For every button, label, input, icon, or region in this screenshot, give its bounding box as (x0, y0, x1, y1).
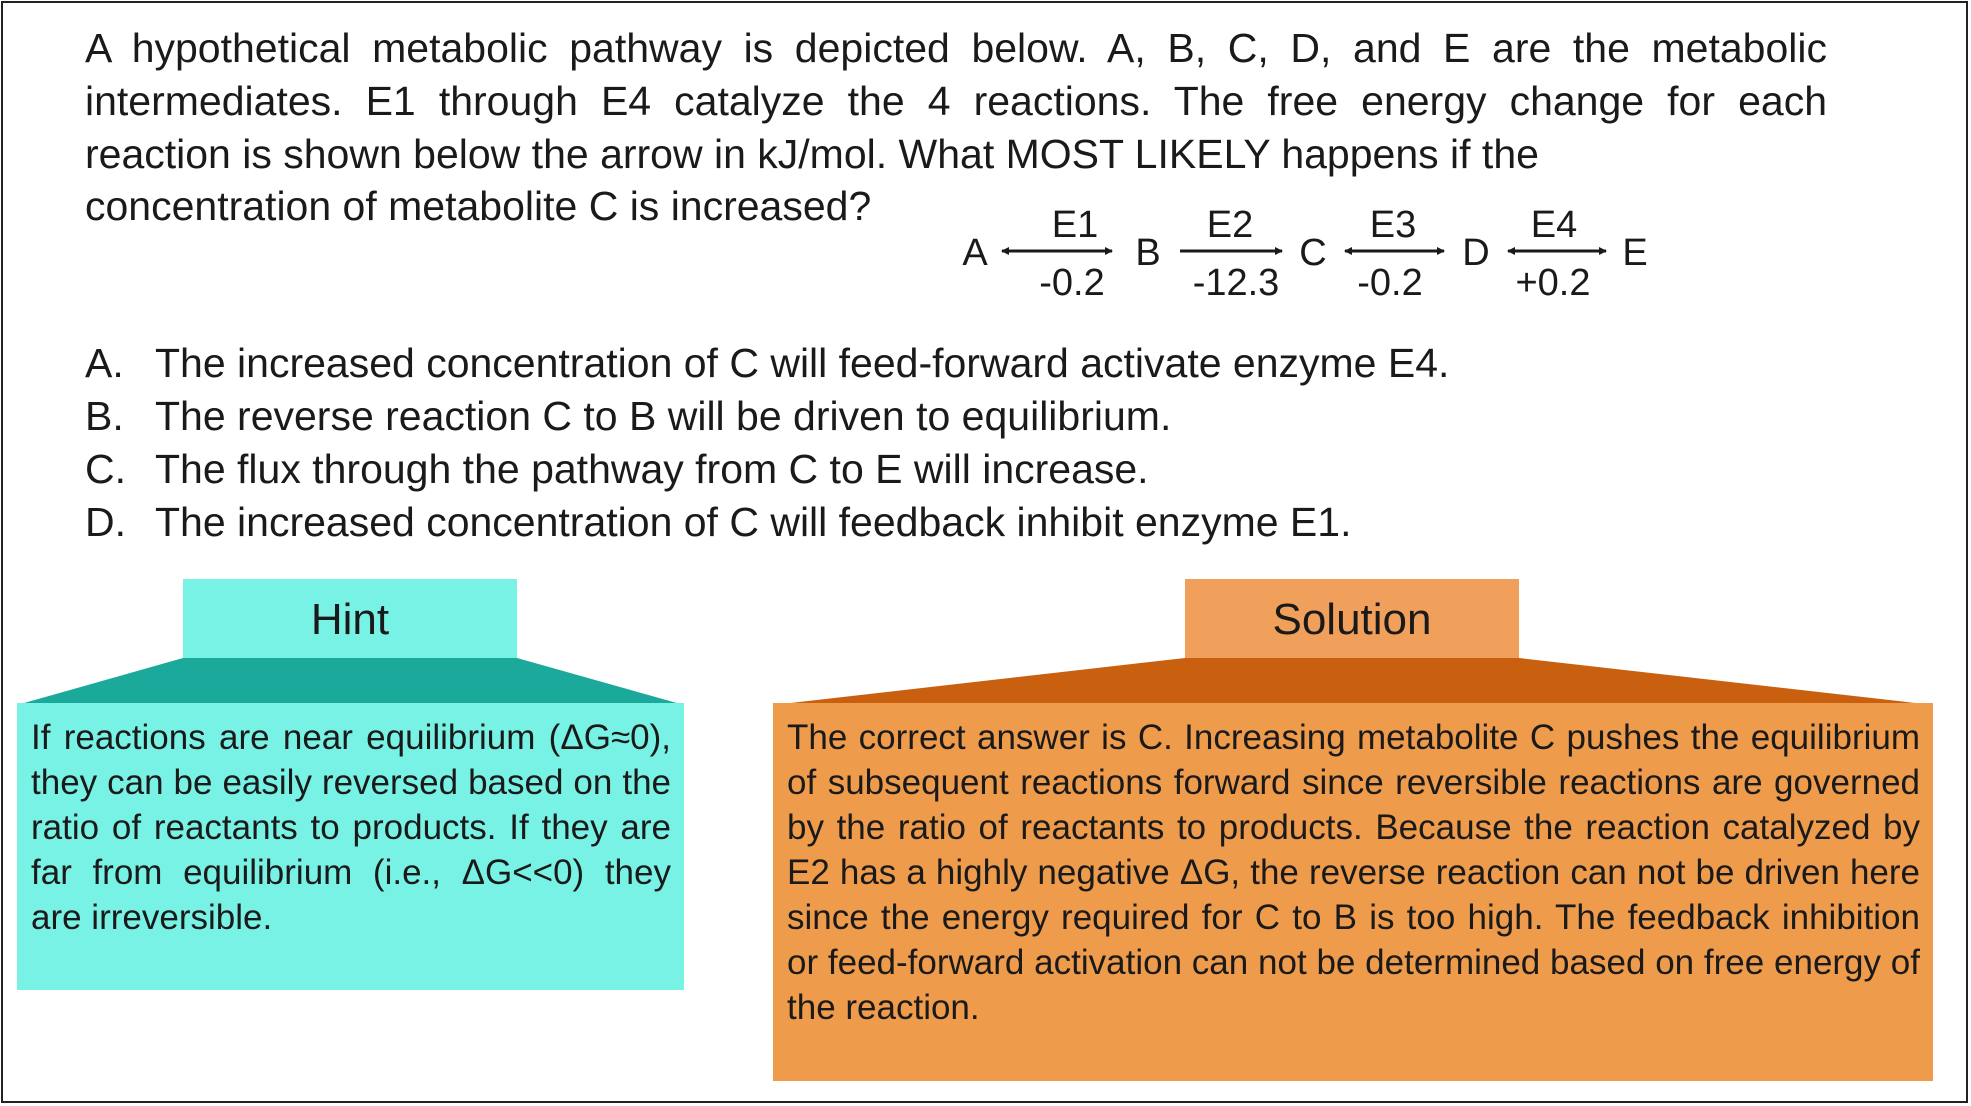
delta-g-e2: -12.3 (1192, 262, 1280, 304)
option-text: The reverse reaction C to B will be driven to equilibrium. (155, 393, 1172, 439)
enzyme-e1: E1 (1051, 204, 1099, 246)
hint-panel: If reactions are near equilibrium (ΔG≈0), they can be easily reversed based on the ratio of reactants to products. If they are far from equilibrium (i.e., ΔG<<0) they are irreversible. (17, 703, 684, 990)
option-letter: A. (85, 340, 124, 386)
delta-g-e1: -0.2 (1039, 262, 1105, 304)
delta-g-e4: +0.2 (1515, 262, 1591, 304)
solution-tab[interactable]: Solution (1185, 579, 1519, 660)
enzyme-e3: E3 (1369, 204, 1417, 246)
question-text: A hypothetical metabolic pathway is depicted below. A, B, C, D, and E are the metabolic intermediates. E1 through E4 catalyze the 4 reactions. The free energy change for each reaction is shown below the arrow in kJ/mol. What MOST LIKELY happens if the (85, 25, 1827, 177)
enzyme-e2: E2 (1206, 204, 1254, 246)
option-b[interactable] (85, 390, 1449, 443)
option-c[interactable] (85, 443, 1449, 496)
hint-connector (17, 658, 684, 705)
pathway-diagram (960, 195, 1660, 305)
metabolite-a: A (962, 232, 988, 274)
option-text: The increased concentration of C will feed-forward activate enzyme E4. (155, 340, 1450, 386)
question-text-last-line: concentration of metabolite C is increased? (85, 183, 872, 229)
answer-options (85, 337, 1449, 549)
option-d[interactable] (85, 496, 1449, 549)
option-letter: C. (85, 446, 126, 492)
option-letter: D. (85, 499, 126, 545)
metabolite-d: D (1462, 232, 1490, 274)
option-letter: B. (85, 393, 124, 439)
option-text: The flux through the pathway from C to E will increase. (155, 446, 1149, 492)
solution-connector (773, 658, 1933, 705)
option-text: The increased concentration of C will feedback inhibit enzyme E1. (155, 499, 1352, 545)
solution-panel: The correct answer is C. Increasing metabolite C pushes the equilibrium of subsequent reactions forward since reversible reactions are governed by the ratio of reactants to products. Because the reaction catalyzed by E2 has a highly negative ΔG, the reverse reaction can not be driven here since the energy required for C to B is too high. The feedback inhibition or feed-forward activation can not be determined based on free energy of the reaction. (773, 703, 1933, 1081)
metabolite-b: B (1135, 232, 1161, 274)
hint-tab[interactable]: Hint (183, 579, 517, 660)
enzyme-e4: E4 (1530, 204, 1578, 246)
metabolite-e: E (1622, 232, 1648, 274)
pathway-svg (960, 195, 1660, 305)
option-a[interactable] (85, 337, 1449, 390)
delta-g-e3: -0.2 (1357, 262, 1423, 304)
metabolite-c: C (1299, 232, 1327, 274)
